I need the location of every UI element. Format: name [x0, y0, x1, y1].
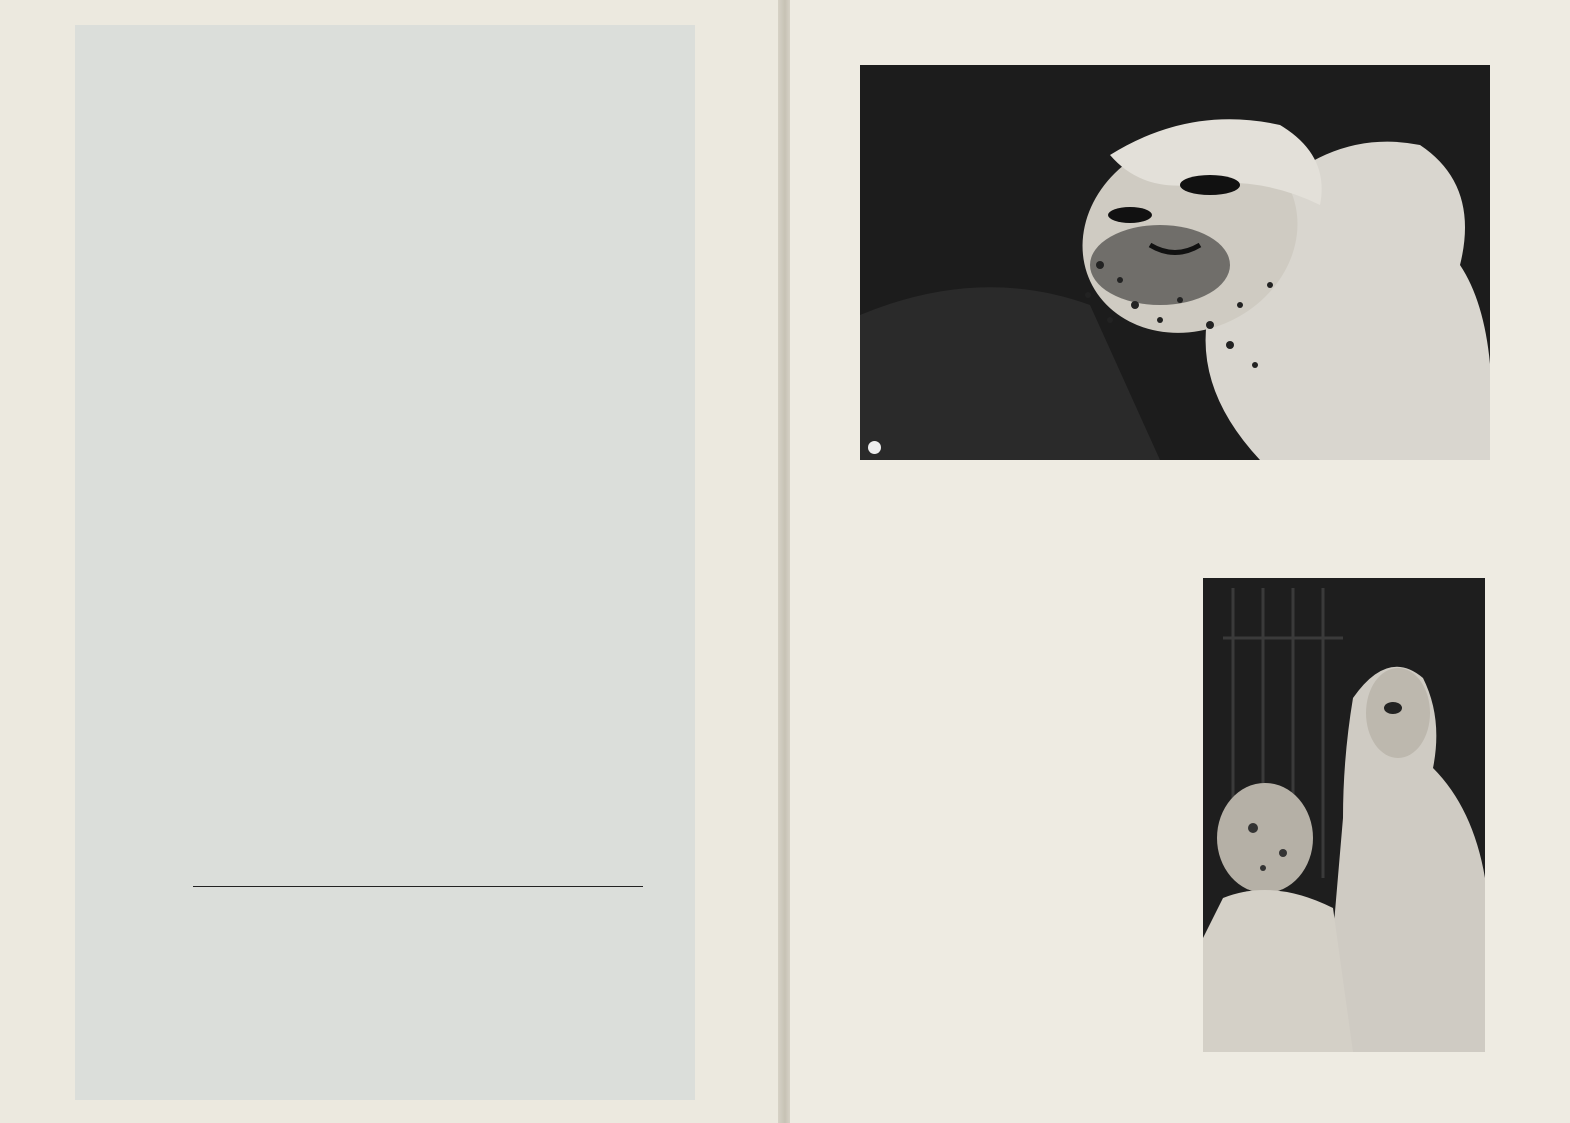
eeg-traces-left-side — [80, 290, 190, 750]
victims-illustration — [1203, 578, 1485, 1052]
article-column-2 — [427, 345, 644, 348]
article-column-1 — [193, 345, 410, 349]
time-scale-bar — [260, 1046, 540, 1066]
right-page — [790, 0, 1570, 1123]
radiation-symbol-icon — [842, 654, 987, 789]
eeg-traces-right-side — [655, 290, 765, 750]
eeg-traces-top — [180, 30, 710, 200]
eeg-traces-bottom — [160, 890, 700, 1070]
victim-photo-bottom — [1203, 578, 1485, 1052]
radiation-symbol-icon — [1040, 760, 1185, 895]
victim-face-illustration — [860, 65, 1490, 460]
victim-photo-top — [860, 65, 1490, 460]
divider — [193, 886, 643, 887]
photo-marker — [868, 441, 881, 454]
left-page — [0, 0, 780, 1123]
